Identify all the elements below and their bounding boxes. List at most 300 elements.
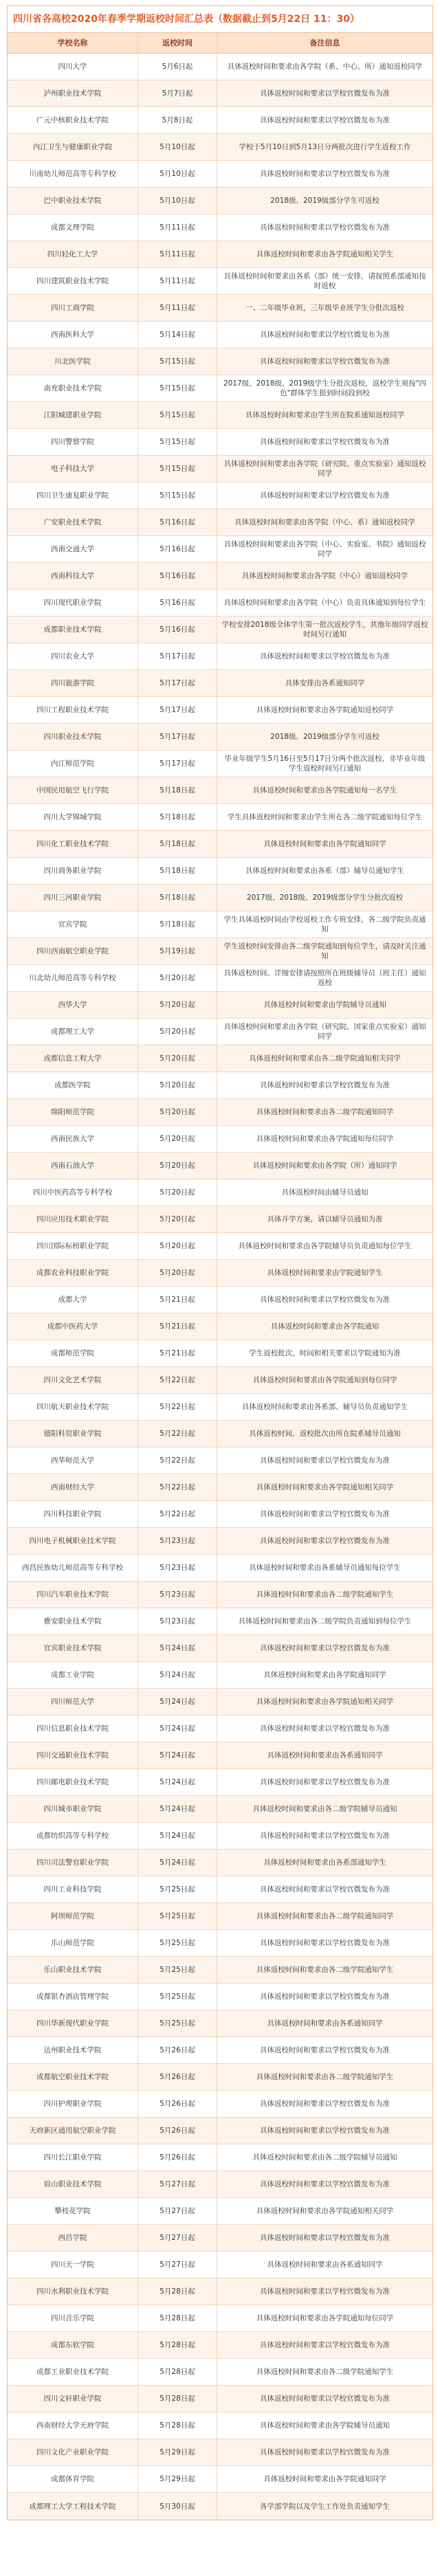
school-name-cell: 中国民用航空飞行学院 (8, 777, 138, 803)
note-cell: 具体返校时间和要求由各学院通知相关同学 (256, 1698, 394, 1706)
return-date-cell: 5月20日起 (138, 1019, 217, 1045)
return-date-cell: 5月28日起 (138, 2332, 217, 2358)
school-name-cell: 四川长江职业学院 (8, 2144, 138, 2170)
return-date-cell: 5月16日起 (138, 536, 217, 562)
school-name-cell: 四川现代职业学院 (8, 590, 138, 616)
return-date-cell: 5月17日起 (138, 670, 217, 696)
note-cell: 具体返校时间和要求以学校官微发布为准 (260, 491, 390, 500)
return-date-cell: 5月20日起 (138, 1072, 217, 1098)
return-date-cell: 5月20日起 (138, 1099, 217, 1125)
table-row (8, 1796, 432, 1823)
school-name-cell: 四川音乐学院 (8, 2305, 138, 2331)
return-date-cell: 5月19日起 (138, 938, 217, 964)
table-row (8, 670, 432, 697)
school-name-cell: 乐山师范学院 (8, 1930, 138, 1956)
return-date-cell: 5月17日起 (138, 751, 217, 777)
table-row (8, 134, 432, 161)
return-date-cell: 5月10日起 (138, 161, 217, 187)
table-row (8, 2278, 432, 2305)
note-cell: 具体返校时间和要求以学校官微发布为准 (260, 1537, 390, 1545)
return-date-cell: 5月16日起 (138, 563, 217, 589)
school-name-cell: 四川工程职业技术学院 (8, 697, 138, 723)
return-date-cell: 5月20日起 (138, 1206, 217, 1232)
school-name-cell: 成都信息工程大学 (8, 1045, 138, 1072)
table-row (8, 1233, 432, 1260)
table-row (8, 1555, 432, 1581)
table-row (8, 1823, 432, 1850)
note-cell: 具体返校时间和要求由各学院通知相关学生 (256, 250, 394, 258)
table-row (8, 536, 432, 563)
return-date-cell: 5月26日起 (138, 2037, 217, 2063)
school-name-cell: 西昌学院 (8, 2225, 138, 2251)
school-name-cell: 四川卫生康复职业学院 (8, 482, 138, 509)
school-name-cell: 成都文理学院 (8, 214, 138, 241)
table-row (8, 831, 432, 858)
table-row (8, 1287, 432, 1313)
return-date-cell: 5月27日起 (138, 2198, 217, 2224)
return-date-cell: 5月24日起 (138, 1689, 217, 1715)
note-cell: 毕业年级学生5月16日至5月17日分两个批次返校，非毕业年级学生返校时间另行通知 (224, 755, 426, 773)
note-cell: 具体返校时间和要求由各二级学院辅导员通知 (252, 2153, 397, 2162)
return-date-cell: 5月20日起 (138, 1153, 217, 1179)
school-name-cell: 川南幼儿师范高等专科学校 (8, 161, 138, 187)
table-row (8, 1716, 432, 1742)
school-name-cell: 西南科技大学 (8, 563, 138, 589)
table-row (8, 188, 432, 214)
note-cell: 具体返校时间和要求由各二级学院通知学生 (256, 1590, 394, 1599)
school-name-cell: 西南财经大学天府学院 (8, 2412, 138, 2439)
return-date-cell: 5月26日起 (138, 2118, 217, 2144)
return-date-cell: 5月18日起 (138, 831, 217, 857)
header-return-date: 返校时间 (138, 33, 217, 53)
table-row (8, 1528, 432, 1555)
school-name-cell: 成都航空职业技术学院 (8, 2064, 138, 2090)
table-row (8, 724, 432, 751)
table-row (8, 295, 432, 322)
note-cell: 具体返校时间和要求由各学院（所）通知同学 (252, 1162, 397, 1170)
return-date-cell: 5月27日起 (138, 2171, 217, 2197)
table-row (8, 1340, 432, 1367)
return-date-cell: 5月17日起 (138, 724, 217, 750)
return-date-cell: 5月24日起 (138, 1850, 217, 1876)
note-cell: 具体返校时间和要求由各二级学院通知相关同学 (249, 1054, 401, 1063)
header-note: 备注信息 (309, 38, 340, 47)
table-row (8, 241, 432, 268)
note-cell: 具体返校时间和要求由各学院（系、中心、所）通知返校同学 (227, 63, 423, 71)
school-name-cell: 西南交通大学 (8, 536, 138, 562)
note-cell: 具体返校时间和要求以学校官微发布为准 (260, 1644, 390, 1652)
table-row (8, 2091, 432, 2118)
return-date-cell: 5月20日起 (138, 1179, 217, 1206)
return-date-cell: 5月25日起 (138, 1876, 217, 1902)
school-name-cell: 四川师范大学 (8, 1689, 138, 1715)
school-name-cell: 成都理工大学 (8, 1019, 138, 1045)
note-cell: 具体返校时间和要求由各系通知同学 (267, 1751, 383, 1759)
return-date-cell: 5月20日起 (138, 1233, 217, 1259)
school-name-cell: 成都理工大学工程技术学院 (8, 2493, 138, 2520)
school-name-cell: 绵阳师范学院 (8, 1099, 138, 1125)
school-name-cell: 达州职业技术学院 (8, 2037, 138, 2063)
return-date-cell: 5月22日起 (138, 1421, 217, 1447)
return-date-cell: 5月23日起 (138, 1608, 217, 1634)
table-row (8, 751, 432, 777)
school-name-cell: 西南民族大学 (8, 1126, 138, 1152)
school-name-cell: 广安职业技术学院 (8, 509, 138, 535)
school-name-cell: 成都师范学院 (8, 1340, 138, 1366)
table-row (8, 1206, 432, 1233)
school-name-cell: 内江卫生与健康职业学院 (8, 134, 138, 160)
school-name-cell: 成都职业技术学院 (8, 617, 138, 643)
note-cell: 各学部学院以及学生工作处负责通知学生 (260, 2502, 390, 2511)
note-cell: 具体返校时间和要求以学校官微发布为准 (260, 1296, 390, 1304)
table-row (8, 482, 432, 509)
table-row (8, 1153, 432, 1179)
table-row (8, 1260, 432, 1287)
table-row (8, 1662, 432, 1689)
table-row (8, 80, 432, 107)
table-row (8, 1099, 432, 1126)
return-date-cell: 5月24日起 (138, 1635, 217, 1661)
note-cell: 具体返校时间和要求以学校官微发布为准 (260, 1778, 390, 1786)
note-cell: 具体返校时间和要求由学院辅导员通知 (263, 1001, 386, 1009)
return-date-cell: 5月29日起 (138, 2439, 217, 2465)
note-cell: 具体返校时间和要求以学校官微发布为准 (260, 1992, 390, 2001)
school-name-cell: 泸州职业技术学院 (8, 80, 138, 107)
school-name-cell: 德阳科贸职业学院 (8, 1421, 138, 1447)
school-name-cell: 四川信息职业技术学院 (8, 1716, 138, 1742)
note-cell: 具体安排由各系通知同学 (285, 679, 365, 687)
note-cell: 具体返校时间和要求由各二级学院通知学生 (256, 2368, 394, 2376)
note-cell: 具体返校时间和要求以学校官微发布为准 (260, 1939, 390, 1947)
school-name-cell: 四川应用技术职业学院 (8, 1206, 138, 1232)
school-name-cell: 成都工业学院 (8, 1662, 138, 1688)
table-row (8, 563, 432, 590)
note-cell: 具体返校时间和要求由各系（部）辅导员通知学生 (245, 867, 404, 875)
school-name-cell: 四川警察学院 (8, 429, 138, 455)
return-date-cell: 5月25日起 (138, 1930, 217, 1956)
return-date-cell: 5月24日起 (138, 1796, 217, 1822)
note-cell: 具体返校时间和要求以学校官微发布为准 (260, 2100, 390, 2108)
table-row (8, 1984, 432, 2010)
table-row (8, 2118, 432, 2144)
return-date-cell: 5月21日起 (138, 1313, 217, 1340)
note-cell: 具体返校时间和要求以学校官微发布为准 (260, 357, 390, 366)
table-row (8, 1447, 432, 1474)
school-name-cell: 四川商务职业学院 (8, 858, 138, 884)
school-name-cell: 四川天一学院 (8, 2252, 138, 2278)
return-date-cell: 5月22日起 (138, 1367, 217, 1393)
school-name-cell: 四川国际标榜职业学院 (8, 1233, 138, 1259)
school-name-cell: 电子科技大学 (8, 456, 138, 482)
return-date-cell: 5月24日起 (138, 1769, 217, 1795)
note-cell: 具体返校时间和要求以学校官微发布为准 (260, 652, 390, 660)
table-row (8, 107, 432, 134)
table-row (8, 2252, 432, 2278)
return-date-cell: 5月24日起 (138, 1716, 217, 1742)
note-cell: 2017级、2018级、2019级学生分批次返校，返校学生须按"四色"群体学生报到时间段到校 (223, 379, 426, 397)
table-row (8, 590, 432, 617)
table-row (8, 2171, 432, 2198)
school-name-cell: 西华大学 (8, 992, 138, 1018)
note-cell: 具体返校时间和要求由各学院（中心、实验室、书院）通知返校同学 (223, 540, 426, 558)
return-date-cell: 5月25日起 (138, 1903, 217, 1929)
school-name-cell: 江阳城建职业学院 (8, 402, 138, 428)
school-name-cell: 四川工业科技学院 (8, 1876, 138, 1902)
return-date-cell: 5月28日起 (138, 2278, 217, 2305)
note-cell: 具体返校时间和要求以学校官微发布为准 (260, 2046, 390, 2054)
table-row (8, 2386, 432, 2412)
header-school-name: 学校名称 (8, 33, 138, 53)
table-row (8, 858, 432, 885)
note-cell: 具体返校时间和要求由各学院（中心）负责具体通知到每位学生 (223, 599, 426, 607)
table-row (8, 697, 432, 724)
note-cell: 具体返校时间和要求由各系通知同学 (267, 2261, 383, 2269)
return-date-cell: 5月25日起 (138, 2010, 217, 2036)
note-cell: 一、二年级毕业班，三年级毕业班学生分批次返校 (245, 304, 404, 312)
table-row (8, 2144, 432, 2171)
table-row (8, 348, 432, 375)
note-cell: 具体返校时间和要求以学校官微发布为准 (260, 2234, 390, 2242)
table-title: 四川省各高校2020年春季学期返校时间汇总表（数据截止到5月22日 11：30） (8, 6, 432, 33)
table-row (8, 911, 432, 938)
note-cell: 具体返校时间由辅导员通知 (281, 1188, 368, 1197)
return-date-cell: 5月26日起 (138, 2144, 217, 2170)
note-cell: 具体返校时间和要求由各学院通知同学 (263, 840, 386, 848)
note-cell: 具体返校时间和要求由各二级学院通知学生 (256, 2073, 394, 2081)
return-date-cell: 5月15日起 (138, 482, 217, 509)
note-cell: 具体返校时间和要求以学校官微发布为准 (260, 1510, 390, 1518)
return-date-cell: 5月24日起 (138, 1742, 217, 1768)
school-name-cell: 四川轻化工大学 (8, 241, 138, 267)
table-row (8, 1367, 432, 1394)
table-row (8, 2010, 432, 2037)
school-name-cell: 巴中职业技术学院 (8, 188, 138, 214)
table-row (8, 1501, 432, 1528)
table-row (8, 643, 432, 670)
school-name-cell: 四川交通职业技术学院 (8, 1742, 138, 1768)
note-cell: 具体返校时间和要求由各系辅导员通知每位学生 (249, 1564, 401, 1572)
school-name-cell: 西昌民族幼儿师范高等专科学校 (8, 1555, 138, 1581)
table-row (8, 938, 432, 965)
table-body (8, 54, 432, 2520)
table-row (8, 804, 432, 831)
note-cell: 具体返校时间和要求由学院通知学生 (267, 1269, 383, 1277)
note-cell: 具体返校时间和要求由各学院通知每位同学 (256, 2314, 394, 2322)
note-cell: 具体返校时间和要求由各二级学院通知学生 (256, 1966, 394, 1974)
note-cell: 具体返校时间和要求以学校官微发布为准 (260, 438, 390, 446)
note-cell: 具体返校时间和要求由各学院辅导员负责通知每位学生 (238, 1242, 412, 1250)
return-date-cell: 5月8日起 (138, 107, 217, 133)
return-date-cell: 5月17日起 (138, 697, 217, 723)
note-cell: 具体返校时间和要求以学校官微发布为准 (260, 1724, 390, 1733)
return-date-cell: 5月28日起 (138, 2412, 217, 2439)
note-cell: 具体返校时间和要求由各二级学院通知同学 (256, 1108, 394, 1116)
return-date-cell: 5月15日起 (138, 429, 217, 455)
return-date-cell: 5月15日起 (138, 402, 217, 428)
note-cell: 具体返校时间和要求由各学院辅导员通知 (260, 2421, 390, 2430)
note-cell: 学生具体返校时间由学校返校工作专班安排，各二级学院负责通知 (223, 915, 426, 933)
return-date-cell: 5月28日起 (138, 2305, 217, 2331)
table-row (8, 2439, 432, 2466)
table-row (8, 2225, 432, 2252)
table-row (8, 1581, 432, 1608)
school-name-cell: 四川护理职业学院 (8, 2091, 138, 2117)
return-date-cell: 5月22日起 (138, 1474, 217, 1500)
note-cell: 具体返校时间和要求由各二级学院负责通知到每位学生 (238, 1617, 412, 1625)
note-cell: 具体返校时间和要求由各学院（中心）通知返校同学 (241, 572, 408, 580)
return-date-cell: 5月14日起 (138, 322, 217, 348)
school-name-cell: 西南财经大学 (8, 1474, 138, 1500)
note-cell: 具体返校时间和要求由各学院通知到每位同学 (252, 1376, 397, 1384)
note-cell: 具体返校时间和要求由各系部、辅导员负责通知学生 (241, 1403, 408, 1411)
school-name-cell: 川北医学院 (8, 348, 138, 375)
school-name-cell: 四川农业大学 (8, 643, 138, 669)
table-row (8, 1045, 432, 1072)
note-cell: 具体返校时间和要求由各学院通知每一名学生 (252, 786, 397, 795)
school-name-cell: 成都银杏酒店管理学院 (8, 1984, 138, 2010)
note-cell: 学校于5月10日到5月13日分两批次进行学生返校工作 (239, 143, 411, 151)
table-row (8, 777, 432, 804)
table-row (8, 54, 432, 80)
note-cell: 2018级、2019级部分学生可返校 (270, 733, 380, 741)
return-date-cell: 5月15日起 (138, 456, 217, 482)
return-date-cell: 5月18日起 (138, 804, 217, 830)
return-date-cell: 5月6日起 (138, 54, 217, 80)
return-date-cell: 5月11日起 (138, 295, 217, 321)
school-name-cell: 四川职业技术学院 (8, 724, 138, 750)
note-cell: 具体返校时间、详细安排请按照所在班级辅导员（班主任）通知返校 (223, 969, 426, 987)
note-cell: 具体返校时间和要求以学校官微发布为准 (260, 1456, 390, 1465)
table-row (8, 375, 432, 402)
note-cell: 具体返校时间和要求由各二级学院辅导员通知 (252, 1805, 397, 1813)
return-date-cell: 5月20日起 (138, 1126, 217, 1152)
table-row (8, 1635, 432, 1662)
table-row (8, 161, 432, 188)
school-name-cell: 四川电子机械职业技术学院 (8, 1528, 138, 1554)
note-cell: 具体返校时间和要求以学校官微发布为准 (260, 116, 390, 124)
table-row (8, 1769, 432, 1796)
table-row (8, 402, 432, 429)
table-row (8, 992, 432, 1019)
note-cell: 具体返校时间和要求由各系通知同学 (267, 2019, 383, 2028)
return-date-cell: 5月18日起 (138, 885, 217, 911)
table-row (8, 1019, 432, 1045)
school-name-cell: 成都农业科技职业学院 (8, 1260, 138, 1286)
note-cell: 具体返校时间和要求以学校官微发布为准 (260, 223, 390, 232)
return-date-cell: 5月15日起 (138, 348, 217, 375)
return-date-cell: 5月11日起 (138, 214, 217, 241)
return-date-cell: 5月10日起 (138, 188, 217, 214)
school-name-cell: 四川科技职业学院 (8, 1501, 138, 1527)
school-name-cell: 成都医学院 (8, 1072, 138, 1098)
return-date-cell: 5月11日起 (138, 241, 217, 267)
note-cell: 具体返校时间和要求以学校官微发布为准 (260, 2287, 390, 2296)
school-name-cell: 西南医科大学 (8, 322, 138, 348)
school-name-cell: 四川汽车职业技术学院 (8, 1581, 138, 1608)
table-row (8, 2412, 432, 2439)
note-cell: 具体返校时间和要求以学校官微发布为准 (260, 2341, 390, 2349)
table-row (8, 965, 432, 992)
note-cell: 具体返校时间和要求由各二级学院通知同学 (256, 1912, 394, 1920)
return-date-cell: 5月20日起 (138, 992, 217, 1018)
note-cell: 具体返校时间、返校批次由所在院系辅导员通知 (249, 1430, 401, 1438)
return-date-cell: 5月22日起 (138, 1447, 217, 1474)
table-row (8, 268, 432, 295)
table-row (8, 885, 432, 911)
table-row (8, 1903, 432, 1930)
note-cell: 学生具体返校时间和要求由学生所在各二级学院通知每位学生 (227, 813, 423, 821)
table-row (8, 2332, 432, 2359)
table-row (8, 509, 432, 536)
school-name-cell: 四川工商学院 (8, 295, 138, 321)
school-name-cell: 成都东软学院 (8, 2332, 138, 2358)
school-name-cell: 西华师范大学 (8, 1447, 138, 1474)
note-cell: 具体返校时间和要求由各学院通知同学 (263, 1671, 386, 1679)
note-cell: 具体返校时间和要求由各学院通知每位同学 (256, 1135, 394, 1143)
note-cell: 学生返校时间安排由各二级学院通知到每位学生，请及时关注通知 (223, 942, 426, 960)
return-date-cell: 5月18日起 (138, 911, 217, 937)
note-cell: 具体返校时间和要求由各学院通知 (270, 1322, 380, 1331)
school-name-cell: 四川司法警官职业学院 (8, 1850, 138, 1876)
school-name-cell: 四川华新现代职业学院 (8, 2010, 138, 2036)
school-name-cell: 四川水利职业技术学院 (8, 2278, 138, 2305)
table-row (8, 1850, 432, 1876)
note-cell: 具体返校时间和要求以学校官微发布为准 (260, 2127, 390, 2135)
school-name-cell: 四川建筑职业技术学院 (8, 268, 138, 294)
school-name-cell: 四川大学 (8, 54, 138, 80)
table-row (8, 2064, 432, 2091)
school-name-cell: 南充职业技术学院 (8, 375, 138, 401)
return-date-cell: 5月21日起 (138, 1287, 217, 1313)
table-row (8, 1930, 432, 1957)
return-date-cell: 5月28日起 (138, 2386, 217, 2412)
note-cell: 具体返校时间和要求由各学院（中心、系）通知返校同学 (234, 518, 415, 526)
table-row (8, 456, 432, 482)
return-date-cell: 5月30日起 (138, 2493, 217, 2520)
return-date-cell: 5月20日起 (138, 965, 217, 991)
table-row (8, 1313, 432, 1340)
school-name-cell: 成都工业职业技术学院 (8, 2359, 138, 2385)
school-name-cell: 成都纺织高等专科学校 (8, 1823, 138, 1849)
return-date-cell: 5月15日起 (138, 375, 217, 401)
return-date-cell: 5月18日起 (138, 858, 217, 884)
note-cell: 具体返校时间和要求由各学院（研究院、国家重点实验室）通知同学 (223, 1023, 426, 1041)
table-row (8, 1394, 432, 1421)
school-name-cell: 内江师范学院 (8, 751, 138, 777)
note-cell: 具体返校时间和要求由各学院通知同学 (263, 2475, 386, 2483)
return-date-cell: 5月16日起 (138, 590, 217, 616)
return-date-cell: 5月22日起 (138, 1394, 217, 1420)
school-name-cell: 四川西南航空职业学院 (8, 938, 138, 964)
table-row (8, 429, 432, 456)
note-cell: 2017级、2018级、2019级部分学生分批次返校 (246, 893, 404, 902)
note-cell: 具体返校时间和要求由各学院通知相关同学 (256, 2207, 394, 2215)
return-date-cell: 5月17日起 (138, 643, 217, 669)
return-date-cell: 5月21日起 (138, 1340, 217, 1366)
school-name-cell: 雅安职业技术学院 (8, 1608, 138, 1634)
return-date-cell: 5月28日起 (138, 2359, 217, 2385)
school-name-cell: 阿坝师范学院 (8, 1903, 138, 1929)
note-cell: 具体返校时间和要求以学校官微发布为准 (260, 89, 390, 98)
return-date-cell: 5月24日起 (138, 1662, 217, 1688)
school-name-cell: 乐山职业技术学院 (8, 1957, 138, 1983)
table-row (8, 2359, 432, 2386)
school-name-cell: 西南石油大学 (8, 1153, 138, 1179)
return-date-cell: 5月26日起 (138, 2064, 217, 2090)
table-row (8, 1742, 432, 1769)
school-name-cell: 四川文轩职业学院 (8, 2386, 138, 2412)
school-name-cell: 四川三河职业学院 (8, 885, 138, 911)
